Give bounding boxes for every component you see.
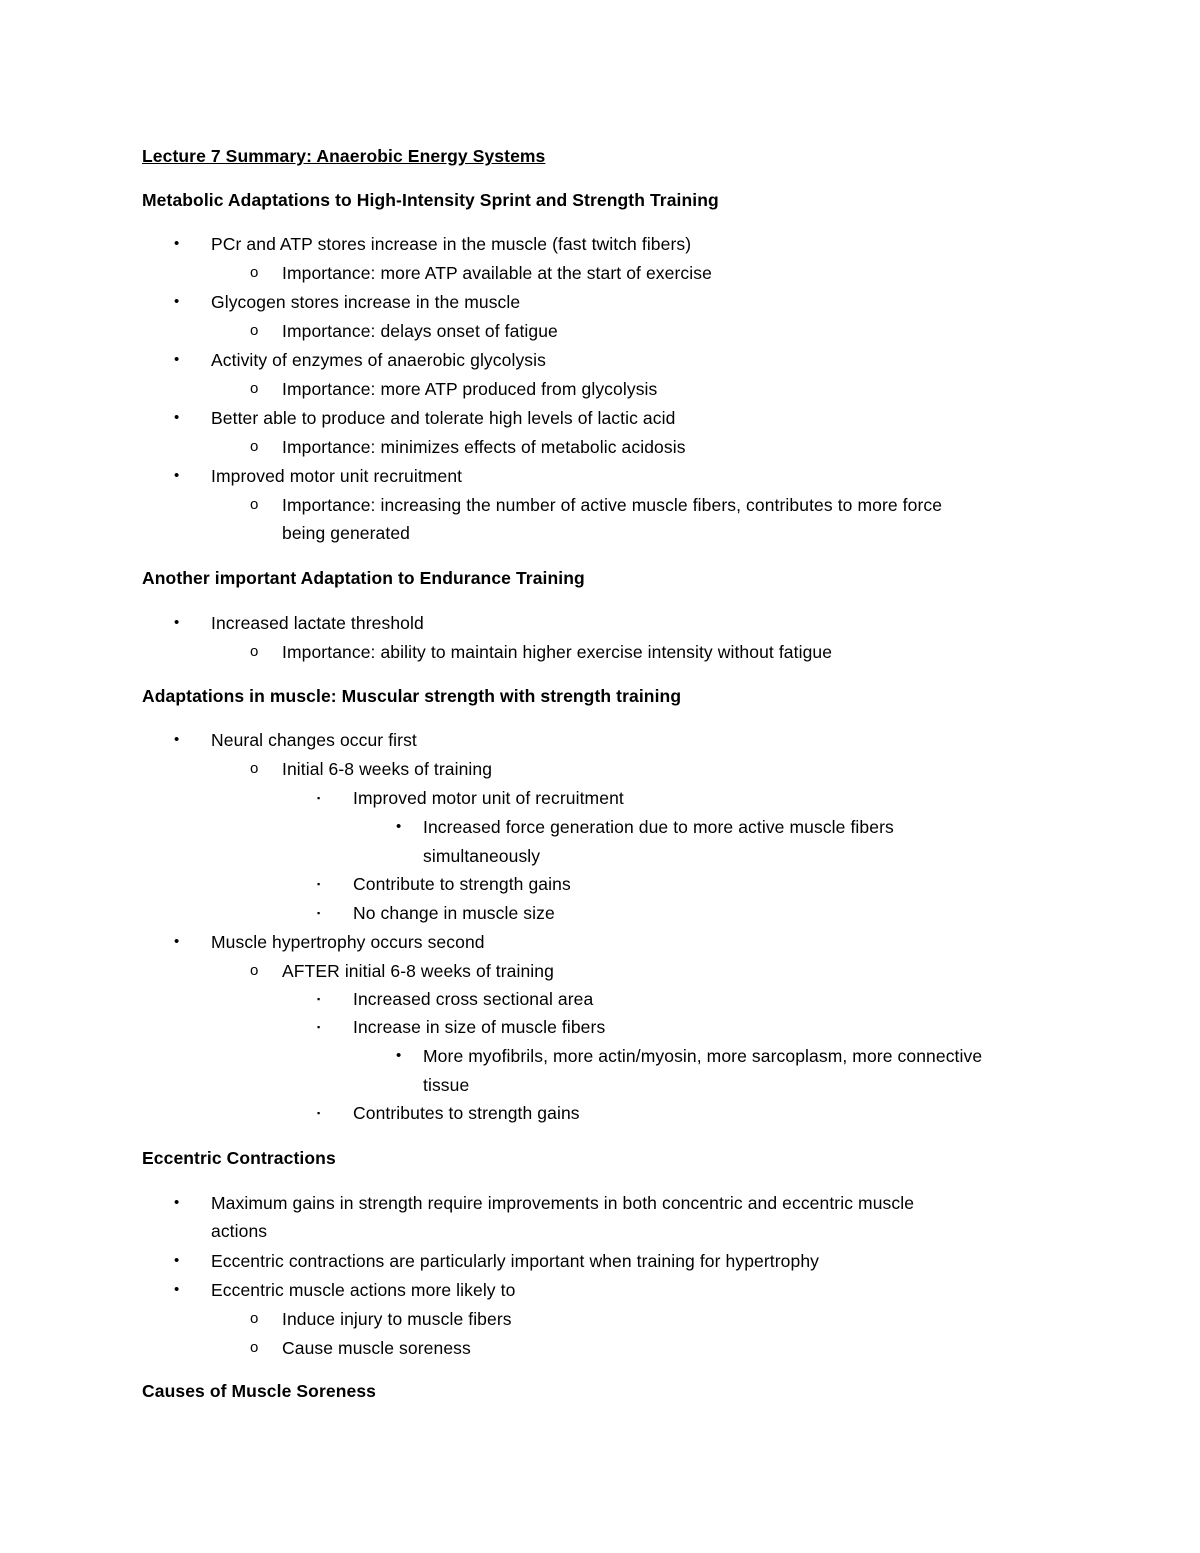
square-marker: ▪ [317,1108,321,1118]
bullet-marker: • [174,933,180,950]
circle-marker: o [250,760,259,777]
bullet-marker: • [174,731,180,748]
bullet-marker: • [174,1281,180,1298]
square-marker: ▪ [317,1022,321,1032]
section-heading-muscle-soreness: Causes of Muscle Soreness [142,1381,376,1401]
list-item: Cause muscle soreness [282,1338,471,1358]
list-item: Importance: ability to maintain higher exercise intensity without fatigue [282,642,833,662]
list-item: Contributes to strength gains [353,1103,580,1123]
list-item: Improved motor unit of recruitment [353,788,624,808]
list-item: No change in muscle size [353,903,555,923]
bullet-marker: • [174,293,180,310]
list-item-continuation: simultaneously [423,846,541,866]
list-item: Improved motor unit recruitment [211,466,463,486]
list-item: PCr and ATP stores increase in the muscle (fast twitch fibers) [211,234,692,254]
list-item: Glycogen stores increase in the muscle [211,292,521,312]
bullet-marker: • [174,1252,180,1269]
list-item: Importance: minimizes effects of metabolic acidosis [282,437,686,457]
list-item: Importance: increasing the number of active muscle fibers, contributes to more force [282,495,943,515]
bullet-marker: • [174,235,180,252]
list-item: Eccentric contractions are particularly important when training for hypertrophy [211,1251,820,1271]
bullet-marker: • [174,351,180,368]
bullet-marker: • [396,818,402,835]
list-item: Induce injury to muscle fibers [282,1309,512,1329]
list-item: Increase in size of muscle fibers [353,1017,606,1037]
circle-marker: o [250,438,259,455]
circle-marker: o [250,962,259,979]
bullet-marker: • [174,409,180,426]
section-heading-endurance-adaptation: Another important Adaptation to Endurance Training [142,568,585,588]
circle-marker: o [250,264,259,281]
circle-marker: o [250,322,259,339]
list-item: Activity of enzymes of anaerobic glycolysis [211,350,546,370]
list-item: Increased lactate threshold [211,613,424,633]
list-item: Importance: more ATP available at the start of exercise [282,263,712,283]
circle-marker: o [250,496,259,513]
circle-marker: o [250,1310,259,1327]
list-item: Muscle hypertrophy occurs second [211,932,485,952]
list-item: Importance: more ATP produced from glycolysis [282,379,658,399]
bullet-marker: • [174,1194,180,1211]
list-item: Increased force generation due to more active muscle fibers [423,817,894,837]
bullet-marker: • [174,467,180,484]
list-item: Eccentric muscle actions more likely to [211,1280,516,1300]
list-item: Initial 6-8 weeks of training [282,759,493,779]
list-item: AFTER initial 6-8 weeks of training [282,961,554,981]
list-item: Better able to produce and tolerate high levels of lactic acid [211,408,676,428]
square-marker: ▪ [317,879,321,889]
circle-marker: o [250,1339,259,1356]
circle-marker: o [250,643,259,660]
list-item: Contribute to strength gains [353,874,571,894]
list-item-continuation: tissue [423,1075,470,1095]
document-title: Lecture 7 Summary: Anaerobic Energy Systems [142,146,546,166]
list-item-continuation: being generated [282,523,410,543]
square-marker: ▪ [317,994,321,1004]
list-item: Importance: delays onset of fatigue [282,321,558,341]
list-item: Neural changes occur first [211,730,417,750]
list-item: More myofibrils, more actin/myosin, more sarcoplasm, more connective [423,1046,983,1066]
section-heading-eccentric-contractions: Eccentric Contractions [142,1148,336,1168]
bullet-marker: • [174,614,180,631]
list-item-continuation: actions [211,1221,268,1241]
bullet-marker: • [396,1047,402,1064]
list-item: Increased cross sectional area [353,989,594,1009]
list-item: Maximum gains in strength require improvements in both concentric and eccentric muscle [211,1193,915,1213]
square-marker: ▪ [317,908,321,918]
section-heading-metabolic-adaptations: Metabolic Adaptations to High-Intensity Sprint and Strength Training [142,190,719,210]
section-heading-muscular-strength: Adaptations in muscle: Muscular strength with strength training [142,686,682,706]
square-marker: ▪ [317,793,321,803]
circle-marker: o [250,380,259,397]
